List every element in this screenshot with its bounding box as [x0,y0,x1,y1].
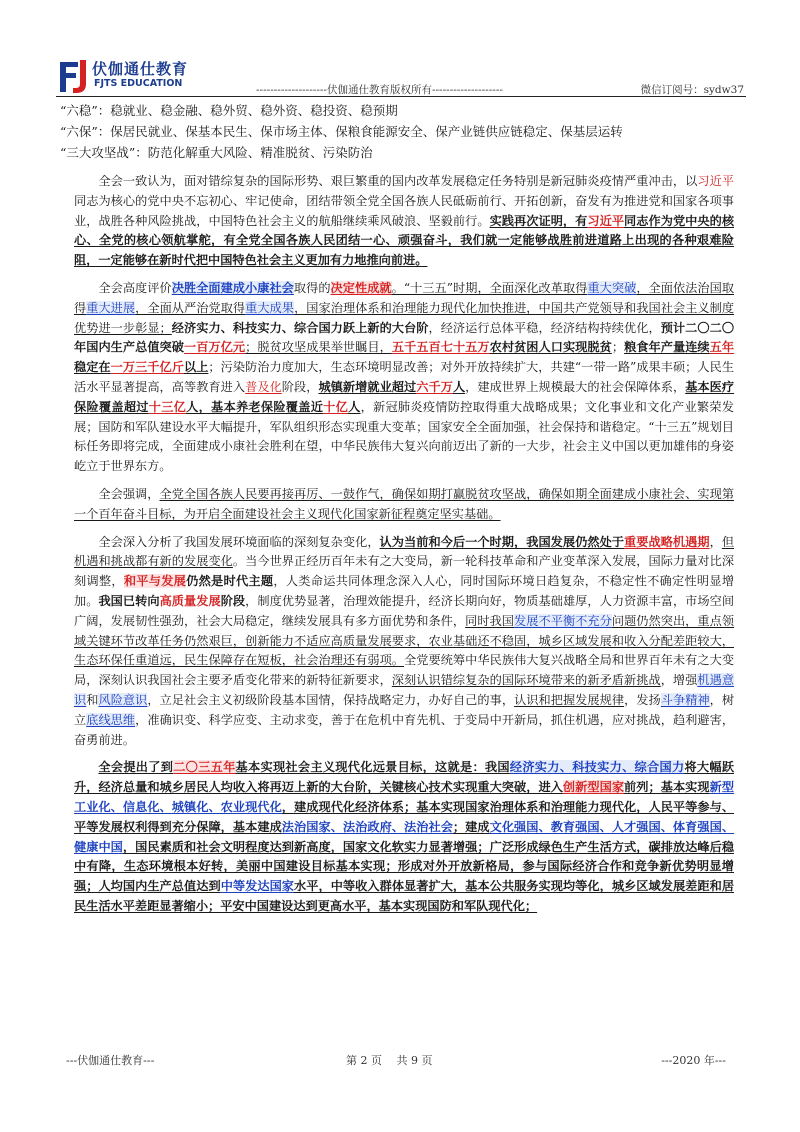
paragraph-2: 全会高度评价决胜全面建成小康社会取得的决定性成就。“十三五”时期，全面深化改革取得重大突破，全面依法治国取得重大进展，全面从严治党取得重大成果，国家治理体系和治理能力现代化加快推进，中国共产党领导和我国社会主义制度优势进一步彰显；经济实力、科技实力、综合国力跃上新的大台阶，经济运行总体平稳，经济结构持续优化，预计二〇二〇年国内生产总值突破一百万亿元；脱贫攻坚成果举世瞩目，五千五百七十五万农村贫困人口实现脱贫；粮食年产量连续五年稳定在一万三千亿斤以上；污染防治力度加大，生态环境明显改善；对外开放持续扩大，共建“一带一路”成果丰硕；人民生活水平显著提高，高等教育进入普及化阶段，城镇新增就业超过六千万人，建成世界上规模最大的社会保障体系，基本医疗保险覆盖超过十三亿人，基本养老保险覆盖近十亿人，新冠肺炎疫情防控取得重大战略成果；文化事业和文化产业繁荣发展；国防和军队建设水平大幅提升，军队组织形态实现重大变革；国家安全全面加强，社会保持和谐稳定。“十三五”规划目标任务即将完成，全面建成小康社会胜利在望，中华民族伟大复兴向前迈出了新的一大步，社会主义中国以更加雄伟的身姿屹立于世界东方。 [74,280,735,474]
header-divider [56,96,746,97]
page-header [56,56,746,98]
wechat-id: 微信订阅号：sydw37 [640,84,744,96]
slogan-liubao: “六保”：保居民就业、保基本民生、保市场主体、保粮食能源安全、保产业链供应链稳定、保基层运转 [60,124,623,139]
copyright-note: --------------------伏伽通仕教育版权所有-------------------- [256,84,503,96]
article-body [74,172,734,925]
page-number: 第 2 页 共 9 页 [346,1054,433,1067]
paragraph-3: 全会强调，全党全国各族人民要再接再厉、一鼓作气，确保如期打赢脱贫攻坚战，确保如期全面建成小康社会、实现第一个百年奋斗目标，为开启全面建设社会主义现代化国家新征程奠定坚实基础。 [74,486,735,521]
slogan-liuwen: “六稳”：稳就业、稳金融、稳外贸、稳外资、稳投资、稳预期 [60,103,398,118]
logo-text-en: FJTS EDUCATION [94,78,183,89]
paragraph-4: 全会深入分析了我国发展环境面临的深刻复杂变化，认为当前和今后一个时期，我国发展仍然处于重要战略机遇期，但机遇和挑战都有新的发展变化。当今世界正经历百年未有之大变局，新一轮科技革命和产业变革深入发展，国际力量对比深刻调整，和平与发展仍然是时代主题，人类命运共同体理念深入人心，同时国际环境日趋复杂，不稳定性不确定性明显增加。我国已转向高质量发展阶段，制度优势显著，治理效能提升，经济长期向好，物质基础雄厚，人力资源丰富，市场空间广阔，发展韧性强劲，社会大局稳定，继续发展具有多方面优势和条件，同时我国发展不平衡不充分问题仍然突出，重点领域关键环节改革任务仍然艰巨，创新能力不适应高质量发展要求，农业基础还不稳固，城乡区域发展和收入分配差距较大，生态环保任重道远，民生保障存在短板，社会治理还有弱项。全党要统筹中华民族伟大复兴战略全局和世界百年未有之大变局，深刻认识我国社会主要矛盾变化带来的新特征新要求，深刻认识错综复杂的国际环境带来的新矛盾新挑战，增强机遇意识和风险意识，立足社会主义初级阶段基本国情，保持战略定力，办好自己的事，认识和把握发展规律，发扬斗争精神，树立底线思维，准确识变、科学应变、主动求变，善于在危机中育先机、于变局中开新局，抓住机遇，应对挑战，趋利避害，奋勇前进。 [74,534,735,747]
slogan-sandazhan: “三大攻坚战”：防范化解重大风险、精准脱贫、污染防治 [60,145,373,160]
logo-text-cn: 伏伽通仕教育 [92,60,189,78]
footer-brand: ---伏伽通仕教育--- [66,1054,155,1067]
footer-year: ---2020 年--- [661,1054,726,1067]
paragraph-1: 全会一致认为，面对错综复杂的国际形势、艰巨繁重的国内改革发展稳定任务特别是新冠肺炎疫情严重冲击，以习近平同志为核心的党中央不忘初心、牢记使命，团结带领全党全国各族人民砥砺前行、开拓创新，奋发有为推进党和国家各项事业，战胜各种风险挑战，中国特色社会主义的航船继续乘风破浪、坚毅前行。实践再次证明，有习近平同志作为党中央的核心、全党的核心领航掌舵，有全党全国各族人民团结一心、顽强奋斗，我们就一定能够战胜前进道路上出现的各种艰难险阻，一定能够在新时代把中国特色社会主义更加有力地推向前进。 [74,174,735,268]
slogan-definitions [60,100,740,163]
paragraph-5: 全会提出了到二〇三五年基本实现社会主义现代化远景目标，这就是：我国经济实力、科技实力、综合国力将大幅跃升，经济总量和城乡居民人均收入将再迈上新的大台阶，关键核心技术实现重大突破，进入创新型国家前列；基本实现新型工业化、信息化、城镇化、农业现代化，建成现代化经济体系；基本实现国家治理体系和治理能力现代化，人民平等参与、平等发展权利得到充分保障，基本建成法治国家、法治政府、法治社会；建成文化强国、教育强国、人才强国、体育强国、健康中国，国民素质和社会文明程度达到新高度，国家文化软实力显著增强；广泛形成绿色生产生活方式，碳排放达峰后稳中有降，生态环境根本好转，美丽中国建设目标基本实现；形成对外开放新格局，参与国际经济合作和竞争新优势明显增强；人均国内生产总值达到中等发达国家水平，中等收入群体显著扩大，基本公共服务实现均等化，城乡区域发展差距和居民生活水平差距显著缩小；平安中国建设达到更高水平，基本实现国防和军队现代化； [74,760,735,913]
